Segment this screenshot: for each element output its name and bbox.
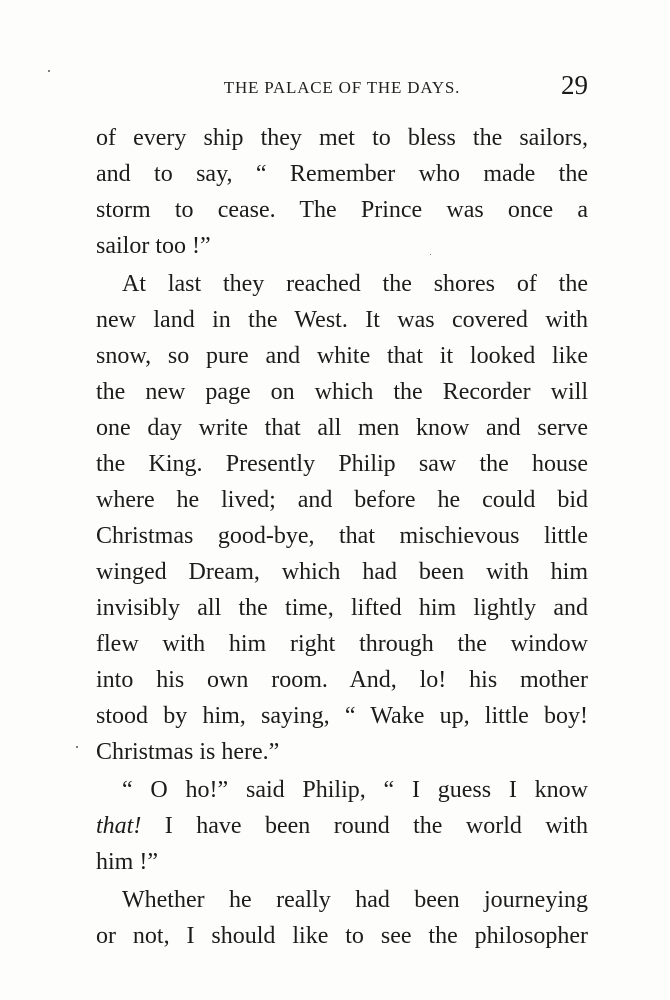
text-line: winged Dream, which had been with him — [96, 559, 588, 585]
paragraph-2 — [96, 266, 588, 770]
paragraph-4 — [96, 882, 588, 954]
print-speck — [76, 746, 78, 748]
text-line: invisibly all the time, lifted him lightly and — [96, 595, 588, 621]
page-number: 29 — [561, 70, 588, 100]
print-speck — [48, 70, 50, 72]
text-line-rest: I have been round the world with — [164, 813, 588, 839]
text-line-with-italic — [96, 808, 588, 844]
text-line: snow, so pure and white that it looked like — [96, 343, 588, 369]
text-line: “ O ho!” said Philip, “ I guess I know — [122, 777, 588, 803]
text-line: him !” — [96, 849, 158, 875]
text-line: stood by him, saying, “ Wake up, little boy! — [96, 703, 588, 729]
body-text — [96, 120, 588, 954]
running-head — [96, 64, 588, 104]
print-speck — [430, 254, 431, 255]
text-line: At last they reached the shores of the — [122, 271, 588, 297]
paragraph-3 — [96, 772, 588, 880]
text-line: Christmas is here.” — [96, 739, 280, 765]
text-line: of every ship they met to bless the sailors, — [96, 125, 588, 151]
text-line: the new page on which the Recorder will — [96, 379, 588, 405]
text-line: one day write that all men know and serve — [96, 415, 588, 441]
text-line: and to say, “ Remember who made the — [96, 161, 588, 187]
text-line: into his own room. And, lo! his mother — [96, 667, 588, 693]
running-title: THE PALACE OF THE DAYS. — [223, 78, 461, 97]
italic-word: that! — [96, 813, 142, 839]
text-line: the King. Presently Philip saw the house — [96, 451, 588, 477]
text-line: or not, I should like to see the philosopher — [96, 923, 588, 949]
text-line: Whether he really had been journeying — [122, 887, 588, 913]
text-line: Christmas good-bye, that mischievous little — [96, 523, 588, 549]
text-line: storm to cease. The Prince was once a — [96, 197, 588, 223]
text-line: where he lived; and before he could bid — [96, 487, 588, 513]
text-line: new land in the West. It was covered with — [96, 307, 588, 333]
text-line: flew with him right through the window — [96, 631, 588, 657]
text-line: sailor too !” — [96, 233, 211, 259]
paragraph-1 — [96, 120, 588, 264]
